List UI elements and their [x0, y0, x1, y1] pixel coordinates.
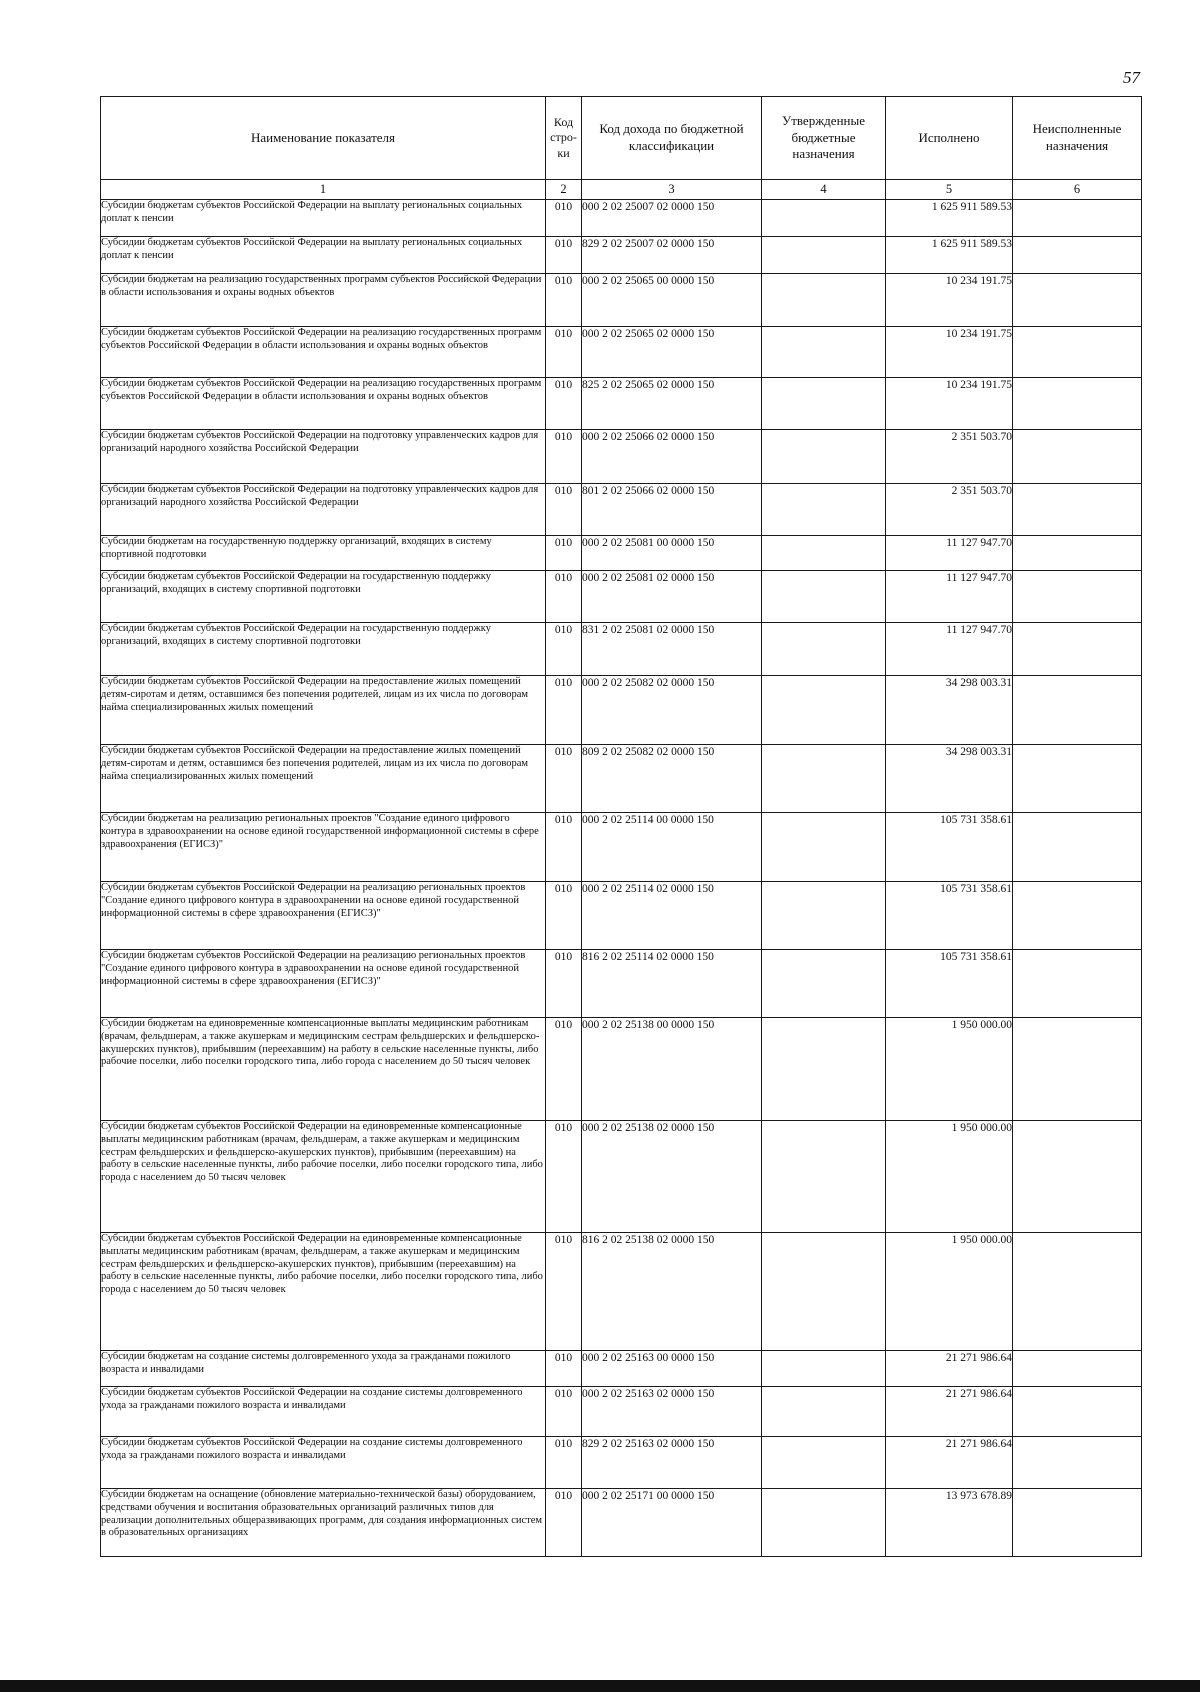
- row-approved: [762, 237, 886, 274]
- row-executed: 105 731 358.61: [886, 882, 1013, 950]
- row-income-code: 000 2 02 25114 00 0000 150: [582, 813, 762, 882]
- row-unexecuted: [1013, 950, 1142, 1018]
- row-name: Субсидии бюджетам субъектов Российской Федерации на выплату региональных социальных доплат к пенсии: [101, 237, 546, 274]
- row-line-code: 010: [546, 571, 582, 623]
- row-line-code: 010: [546, 484, 582, 536]
- row-executed: 11 127 947.70: [886, 536, 1013, 571]
- col-number: 6: [1013, 180, 1142, 200]
- row-approved: [762, 676, 886, 745]
- table-row: [101, 1351, 1142, 1387]
- row-income-code: 829 2 02 25007 02 0000 150: [582, 237, 762, 274]
- col-header-approved: Утвержденные бюджетные назначения: [762, 97, 886, 180]
- table-row: [101, 430, 1142, 484]
- row-line-code: 010: [546, 1489, 582, 1557]
- col-number: 5: [886, 180, 1013, 200]
- row-executed: 105 731 358.61: [886, 950, 1013, 1018]
- row-approved: [762, 1233, 886, 1351]
- row-executed: 13 973 678.89: [886, 1489, 1013, 1557]
- row-name: Субсидии бюджетам на создание системы долговременного ухода за гражданами пожилого возраста и инвалидами: [101, 1351, 546, 1387]
- row-line-code: 010: [546, 745, 582, 813]
- row-executed: 1 950 000.00: [886, 1121, 1013, 1233]
- row-unexecuted: [1013, 813, 1142, 882]
- table-row: [101, 1121, 1142, 1233]
- report-sheet: [100, 96, 1141, 1557]
- table-row: [101, 676, 1142, 745]
- row-income-code: 000 2 02 25114 02 0000 150: [582, 882, 762, 950]
- row-executed: 34 298 003.31: [886, 676, 1013, 745]
- row-income-code: 801 2 02 25066 02 0000 150: [582, 484, 762, 536]
- row-name: Субсидии бюджетам субъектов Российской Федерации на реализацию государственных программ субъектов Российской Федерации в области использования и охраны водных объектов: [101, 378, 546, 430]
- row-income-code: 000 2 02 25065 02 0000 150: [582, 327, 762, 378]
- row-line-code: 010: [546, 882, 582, 950]
- header-row: [101, 97, 1142, 180]
- row-income-code: 000 2 02 25171 00 0000 150: [582, 1489, 762, 1557]
- row-approved: [762, 813, 886, 882]
- row-line-code: 010: [546, 200, 582, 237]
- row-executed: 10 234 191.75: [886, 274, 1013, 327]
- row-line-code: 010: [546, 676, 582, 745]
- row-approved: [762, 536, 886, 571]
- row-executed: 11 127 947.70: [886, 571, 1013, 623]
- row-unexecuted: [1013, 676, 1142, 745]
- table-row: [101, 274, 1142, 327]
- row-executed: 2 351 503.70: [886, 430, 1013, 484]
- row-unexecuted: [1013, 1437, 1142, 1489]
- row-income-code: 816 2 02 25138 02 0000 150: [582, 1233, 762, 1351]
- row-income-code: 809 2 02 25082 02 0000 150: [582, 745, 762, 813]
- table-row: [101, 1018, 1142, 1121]
- row-approved: [762, 274, 886, 327]
- row-name: Субсидии бюджетам на реализацию региональных проектов "Создание единого цифрового контура в здравоохранении на основе единой государственной информационной системы в сфере здравоохранения (ЕГИСЗ)": [101, 813, 546, 882]
- row-income-code: 000 2 02 25066 02 0000 150: [582, 430, 762, 484]
- row-executed: 21 271 986.64: [886, 1387, 1013, 1437]
- row-executed: 1 625 911 589.53: [886, 200, 1013, 237]
- row-approved: [762, 1121, 886, 1233]
- row-name: Субсидии бюджетам субъектов Российской Федерации на создание системы долговременного ухода за гражданами пожилого возраста и инвалидами: [101, 1437, 546, 1489]
- row-unexecuted: [1013, 200, 1142, 237]
- row-executed: 1 950 000.00: [886, 1233, 1013, 1351]
- budget-execution-table: [100, 96, 1142, 1557]
- row-approved: [762, 571, 886, 623]
- row-unexecuted: [1013, 1233, 1142, 1351]
- table-row: [101, 200, 1142, 237]
- col-number: 3: [582, 180, 762, 200]
- row-unexecuted: [1013, 378, 1142, 430]
- row-approved: [762, 623, 886, 676]
- row-approved: [762, 745, 886, 813]
- row-unexecuted: [1013, 237, 1142, 274]
- table-body: [101, 200, 1142, 1557]
- row-approved: [762, 1018, 886, 1121]
- row-name: Субсидии бюджетам на оснащение (обновление материально-технической базы) оборудованием, средствами обучения и воспитания образовательных организаций различных типов для реализации дополнительных общеразвивающих программ, для создания информационных систем в образовательных организациях: [101, 1489, 546, 1557]
- row-name: Субсидии бюджетам субъектов Российской Федерации на единовременные компенсационные выплаты медицинским работникам (врачам, фельдшерам, а также акушеркам и медицинским сестрам фельдшерских и фельдшерско-акушерских пунктов), прибывшим (переехавшим) на работу в сельские населенные пункты, либо рабочие поселки, либо поселки городского типа, либо города с населением до 50 тысяч человек: [101, 1121, 546, 1233]
- row-executed: 1 625 911 589.53: [886, 237, 1013, 274]
- row-line-code: 010: [546, 430, 582, 484]
- row-executed: 105 731 358.61: [886, 813, 1013, 882]
- table-row: [101, 571, 1142, 623]
- table-row: [101, 1387, 1142, 1437]
- row-income-code: 831 2 02 25081 02 0000 150: [582, 623, 762, 676]
- row-income-code: 000 2 02 25163 00 0000 150: [582, 1351, 762, 1387]
- row-name: Субсидии бюджетам субъектов Российской Федерации на выплату региональных социальных доплат к пенсии: [101, 200, 546, 237]
- row-line-code: 010: [546, 1233, 582, 1351]
- row-name: Субсидии бюджетам субъектов Российской Федерации на реализацию региональных проектов "Создание единого цифрового контура в здравоохранении на основе единой государственной информационной системы в сфере здравоохранения (ЕГИСЗ)": [101, 950, 546, 1018]
- table-row: [101, 1489, 1142, 1557]
- row-income-code: 000 2 02 25081 02 0000 150: [582, 571, 762, 623]
- table-row: [101, 623, 1142, 676]
- row-unexecuted: [1013, 1018, 1142, 1121]
- row-unexecuted: [1013, 745, 1142, 813]
- row-name: Субсидии бюджетам субъектов Российской Федерации на государственную поддержку организаций, входящих в систему спортивной подготовки: [101, 571, 546, 623]
- row-approved: [762, 484, 886, 536]
- table-row: [101, 327, 1142, 378]
- row-income-code: 000 2 02 25007 02 0000 150: [582, 200, 762, 237]
- table-row: [101, 1437, 1142, 1489]
- row-approved: [762, 430, 886, 484]
- row-executed: 21 271 986.64: [886, 1437, 1013, 1489]
- row-unexecuted: [1013, 571, 1142, 623]
- row-name: Субсидии бюджетам субъектов Российской Федерации на реализацию государственных программ субъектов Российской Федерации в области использования и охраны водных объектов: [101, 327, 546, 378]
- row-unexecuted: [1013, 882, 1142, 950]
- row-income-code: 000 2 02 25138 00 0000 150: [582, 1018, 762, 1121]
- col-header-line-code: Код стро-ки: [546, 97, 582, 180]
- row-line-code: 010: [546, 1437, 582, 1489]
- row-name: Субсидии бюджетам субъектов Российской Федерации на государственную поддержку организаций, входящих в систему спортивной подготовки: [101, 623, 546, 676]
- row-unexecuted: [1013, 1387, 1142, 1437]
- table-row: [101, 536, 1142, 571]
- table-row: [101, 950, 1142, 1018]
- row-approved: [762, 378, 886, 430]
- row-unexecuted: [1013, 1351, 1142, 1387]
- row-unexecuted: [1013, 1489, 1142, 1557]
- row-name: Субсидии бюджетам субъектов Российской Федерации на подготовку управленческих кадров для организаций народного хозяйства Российской Федерации: [101, 484, 546, 536]
- col-number: 2: [546, 180, 582, 200]
- row-executed: 34 298 003.31: [886, 745, 1013, 813]
- row-executed: 11 127 947.70: [886, 623, 1013, 676]
- row-approved: [762, 1387, 886, 1437]
- table-row: [101, 745, 1142, 813]
- row-approved: [762, 882, 886, 950]
- row-income-code: 825 2 02 25065 02 0000 150: [582, 378, 762, 430]
- row-name: Субсидии бюджетам субъектов Российской Федерации на единовременные компенсационные выплаты медицинским работникам (врачам, фельдшерам, а также акушеркам и медицинским сестрам фельдшерских и фельдшерско-акушерских пунктов), прибывшим (переехавшим) на работу в сельские населенные пункты, либо рабочие поселки, либо поселки городского типа, либо города с населением до 50 тысяч человек: [101, 1233, 546, 1351]
- row-name: Субсидии бюджетам субъектов Российской Федерации на создание системы долговременного ухода за гражданами пожилого возраста и инвалидами: [101, 1387, 546, 1437]
- column-number-row: [101, 180, 1142, 200]
- scan-edge-bar: [0, 1680, 1200, 1692]
- row-line-code: 010: [546, 274, 582, 327]
- row-income-code: 000 2 02 25065 00 0000 150: [582, 274, 762, 327]
- table-row: [101, 813, 1142, 882]
- row-executed: 10 234 191.75: [886, 327, 1013, 378]
- row-executed: 1 950 000.00: [886, 1018, 1013, 1121]
- row-executed: 21 271 986.64: [886, 1351, 1013, 1387]
- row-unexecuted: [1013, 430, 1142, 484]
- row-name: Субсидии бюджетам субъектов Российской Федерации на предоставление жилых помещений детям-сиротам и детям, оставшимся без попечения родителей, лицам из их числа по договорам найма специализированных жилых помещений: [101, 676, 546, 745]
- col-header-executed: Исполнено: [886, 97, 1013, 180]
- row-name: Субсидии бюджетам субъектов Российской Федерации на предоставление жилых помещений детям-сиротам и детям, оставшимся без попечения родителей, лицам из их числа по договорам найма специализированных жилых помещений: [101, 745, 546, 813]
- row-name: Субсидии бюджетам на государственную поддержку организаций, входящих в систему спортивной подготовки: [101, 536, 546, 571]
- row-line-code: 010: [546, 327, 582, 378]
- row-line-code: 010: [546, 1018, 582, 1121]
- row-line-code: 010: [546, 237, 582, 274]
- table-row: [101, 378, 1142, 430]
- row-unexecuted: [1013, 327, 1142, 378]
- row-approved: [762, 327, 886, 378]
- row-unexecuted: [1013, 536, 1142, 571]
- row-name: Субсидии бюджетам субъектов Российской Федерации на подготовку управленческих кадров для организаций народного хозяйства Российской Федерации: [101, 430, 546, 484]
- table-row: [101, 882, 1142, 950]
- row-unexecuted: [1013, 484, 1142, 536]
- row-line-code: 010: [546, 1121, 582, 1233]
- row-line-code: 010: [546, 813, 582, 882]
- row-line-code: 010: [546, 950, 582, 1018]
- row-line-code: 010: [546, 1387, 582, 1437]
- row-income-code: 000 2 02 25138 02 0000 150: [582, 1121, 762, 1233]
- row-line-code: 010: [546, 1351, 582, 1387]
- row-executed: 2 351 503.70: [886, 484, 1013, 536]
- table-row: [101, 237, 1142, 274]
- row-income-code: 000 2 02 25163 02 0000 150: [582, 1387, 762, 1437]
- row-line-code: 010: [546, 378, 582, 430]
- table-row: [101, 1233, 1142, 1351]
- row-income-code: 816 2 02 25114 02 0000 150: [582, 950, 762, 1018]
- row-line-code: 010: [546, 623, 582, 676]
- row-approved: [762, 1437, 886, 1489]
- row-line-code: 010: [546, 536, 582, 571]
- row-income-code: 000 2 02 25081 00 0000 150: [582, 536, 762, 571]
- row-unexecuted: [1013, 1121, 1142, 1233]
- col-number: 1: [101, 180, 546, 200]
- row-approved: [762, 200, 886, 237]
- row-income-code: 829 2 02 25163 02 0000 150: [582, 1437, 762, 1489]
- row-name: Субсидии бюджетам на единовременные компенсационные выплаты медицинским работникам (врачам, фельдшерам, а также акушеркам и медицинским сестрам фельдшерских и фельдшерско-акушерских пунктов), прибывшим (переехавшим) на работу в сельские населенные пункты, либо рабочие поселки, либо поселки городского типа, либо города с населением до 50 тысяч человек: [101, 1018, 546, 1121]
- row-approved: [762, 1489, 886, 1557]
- row-approved: [762, 950, 886, 1018]
- col-header-name: Наименование показателя: [101, 97, 546, 180]
- col-header-income-code: Код дохода по бюджетной классификации: [582, 97, 762, 180]
- row-approved: [762, 1351, 886, 1387]
- col-number: 4: [762, 180, 886, 200]
- row-executed: 10 234 191.75: [886, 378, 1013, 430]
- row-income-code: 000 2 02 25082 02 0000 150: [582, 676, 762, 745]
- row-unexecuted: [1013, 274, 1142, 327]
- row-name: Субсидии бюджетам субъектов Российской Федерации на реализацию региональных проектов "Создание единого цифрового контура в здравоохранении на основе единой государственной информационной системы в сфере здравоохранения (ЕГИСЗ)": [101, 882, 546, 950]
- row-unexecuted: [1013, 623, 1142, 676]
- page-number: 57: [1123, 68, 1140, 87]
- col-header-unexecuted: Неисполненные назначения: [1013, 97, 1142, 180]
- row-name: Субсидии бюджетам на реализацию государственных программ субъектов Российской Федерации в области использования и охраны водных объектов: [101, 274, 546, 327]
- table-row: [101, 484, 1142, 536]
